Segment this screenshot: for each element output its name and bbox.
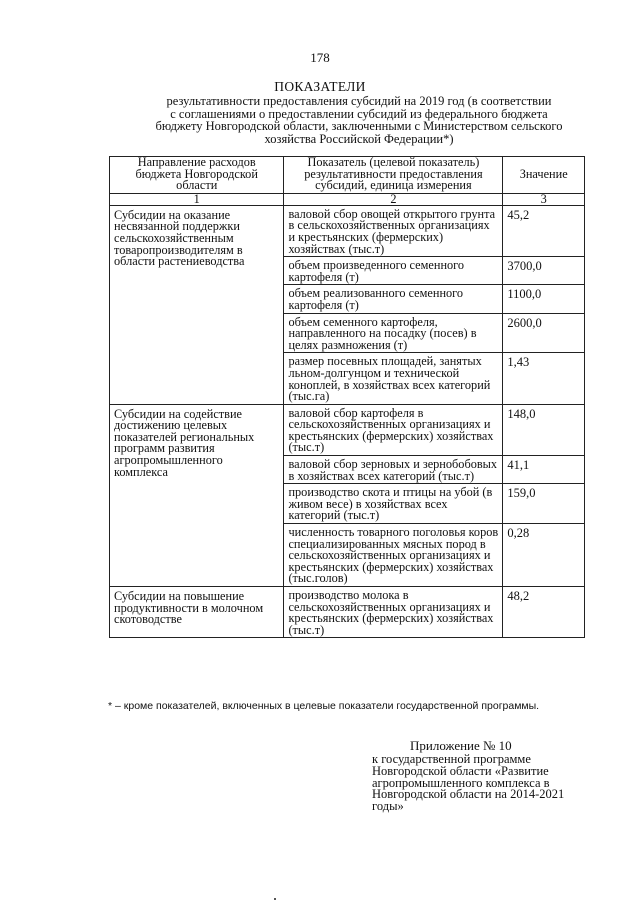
- document-subtitle: [124, 95, 594, 145]
- indicator-cell: объем реализованного семенного картофеля (т): [284, 285, 503, 313]
- table-header-row: [110, 157, 585, 194]
- value-cell: 3700,0: [503, 257, 585, 285]
- value-cell: 1,43: [503, 353, 585, 404]
- table-row: [110, 587, 585, 638]
- indicator-cell: объем семенного картофеля, направленного на посадку (посев) в целях размножения (т): [284, 313, 503, 353]
- table-row: [110, 404, 585, 455]
- value-cell: 45,2: [503, 205, 585, 256]
- indicators-table: [109, 156, 585, 638]
- value-cell: 0,28: [503, 524, 585, 587]
- subtitle-line: хозяйства Российской Федерации*): [264, 131, 454, 146]
- header-indicator: Показатель (целевой показатель) результативности предоставления субсидий, единица измерения: [284, 157, 503, 194]
- column-number: 1: [110, 193, 284, 205]
- indicator-cell: размер посевных площадей, занятых льном-долгунцом и технической коноплей, в хозяйствах всех категорий (тыс.га): [284, 353, 503, 404]
- scan-speck: [274, 898, 276, 900]
- indicator-cell: численность товарного поголовья коров специализированных мясных пород в сельскохозяйственных организациях и крестьянских (фермерских) хозяйствах (тыс.голов): [284, 524, 503, 587]
- header-direction: Направление расходов бюджета Новгородской области: [110, 157, 284, 194]
- indicator-cell: валовой сбор картофеля в сельскохозяйственных организациях и крестьянских (фермерских) хозяйствах (тыс.т): [284, 404, 503, 455]
- indicator-cell: производство молока в сельскохозяйственных организациях и крестьянских (фермерских) хозяйствах (тыс.т): [284, 587, 503, 638]
- subtitle-line: бюджету Новгородской области, заключенными с Министерством сельского: [155, 119, 563, 133]
- direction-cell: Субсидии на оказание несвязанной поддержки сельскохозяйственным товаропроизводителям в области растениеводства: [110, 205, 284, 404]
- value-cell: 41,1: [503, 456, 585, 484]
- appendix-title: Приложение № 10: [410, 738, 512, 753]
- table-row: [110, 205, 585, 256]
- value-cell: 48,2: [503, 587, 585, 638]
- subtitle-line: с соглашениями о предоставлении субсидий из федерального бюджета: [170, 106, 548, 121]
- value-cell: 148,0: [503, 404, 585, 455]
- direction-cell: Субсидии на повышение продуктивности в молочном скотоводстве: [110, 587, 284, 638]
- column-number: 2: [284, 193, 503, 205]
- subtitle-line: результативности предоставления субсидий на 2019 год (в соответствии: [166, 94, 552, 108]
- value-cell: 159,0: [503, 484, 585, 524]
- value-cell: 1100,0: [503, 285, 585, 313]
- indicator-cell: производство скота и птицы на убой (в живом весе) в хозяйствах всех категорий (тыс.т): [284, 484, 503, 524]
- indicator-cell: объем произведенного семенного картофеля (т): [284, 257, 503, 285]
- value-cell: 2600,0: [503, 313, 585, 353]
- direction-cell: Субсидии на содействие достижению целевых показателей региональных программ развития агропромышленного комплекса: [110, 404, 284, 586]
- document-title: ПОКАЗАТЕЛИ: [274, 79, 366, 94]
- indicator-cell: валовой сбор овощей открытого грунта в сельскохозяйственных организациях и крестьянских (фермерских) хозяйствах (тыс.т): [284, 205, 503, 256]
- column-number-row: [110, 193, 585, 205]
- indicator-cell: валовой сбор зерновых и зернобобовых в хозяйствах всех категорий (тыс.т): [284, 456, 503, 484]
- column-number: 3: [503, 193, 585, 205]
- header-value: Значение: [503, 157, 585, 194]
- page-number: 178: [310, 50, 330, 65]
- appendix-body: к государственной программе Новгородской области «Развитие агропромышленного комплекса в Новгородской области на 2014-2021 годы»: [372, 752, 565, 814]
- footnote: * – кроме показателей, включенных в целевые показатели государственной программы.: [108, 700, 540, 712]
